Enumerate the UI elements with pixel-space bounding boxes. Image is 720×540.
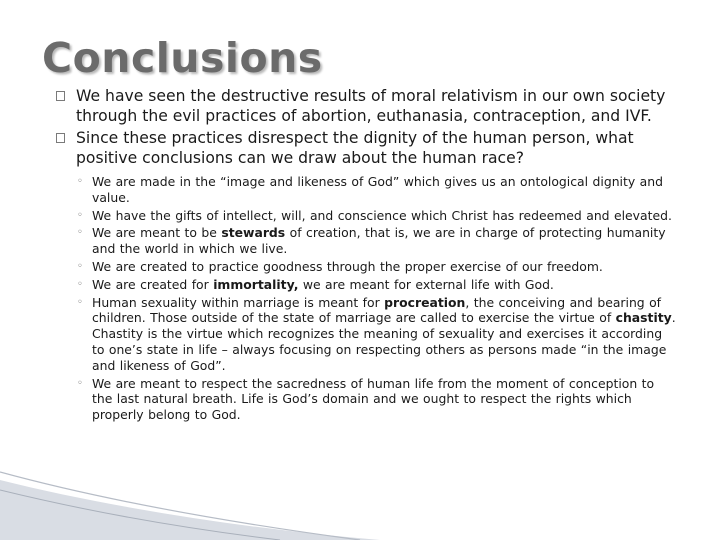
square-bullet-icon <box>56 133 65 143</box>
sub-bullet-text: we are meant for external life with God. <box>298 276 554 292</box>
bullet-text: We have seen the destructive results of moral relativism in our own society through the evil practices of abortion, euthanasia, contraception, and IVF. <box>76 87 666 125</box>
square-bullet-icon <box>56 91 65 101</box>
emphasis-procreation: procreation <box>384 294 466 310</box>
sub-bullet-item <box>76 259 676 275</box>
sub-bullet-text: We are meant to respect the sacredness of human life from the moment of conception to the last natural breath. Life is God’s domain and we ought to respect the rights which properly belong to God. <box>92 375 655 423</box>
sub-bullet-item <box>76 376 676 423</box>
emphasis-immortality: immortality, <box>213 276 299 292</box>
sub-bullet-text: We have the gifts of intellect, will, and conscience which Christ has redeemed and elevated. <box>92 207 672 223</box>
bullet-item <box>56 128 676 168</box>
emphasis-chastity: chastity <box>615 310 672 326</box>
circle-bullet-icon: ◦ <box>77 278 83 290</box>
sub-bullet-text: We are made in the “image and likeness of God” which gives us an ontological dignity and value. <box>92 174 663 205</box>
sub-bullet-list <box>56 174 676 423</box>
circle-bullet-icon: ◦ <box>77 176 83 187</box>
circle-bullet-icon: ◦ <box>77 227 83 239</box>
sub-bullet-item <box>76 174 676 206</box>
sub-bullet-text: We are created to practice goodness through the proper exercise of our freedom. <box>92 258 603 274</box>
decorative-wave <box>0 450 720 540</box>
bullet-text: Since these practices disrespect the dignity of the human person, what positive conclusions can we draw about the human race? <box>76 129 634 167</box>
sub-bullet-item <box>76 295 676 374</box>
sub-bullet-text: We are created for <box>92 276 214 292</box>
sub-bullet-item <box>76 208 676 224</box>
circle-bullet-icon: ◦ <box>77 377 83 389</box>
emphasis-stewards: stewards <box>221 225 286 241</box>
circle-bullet-icon: ◦ <box>77 209 83 221</box>
page-title: Conclusions <box>42 34 323 82</box>
circle-bullet-icon: ◦ <box>77 260 83 272</box>
sub-bullet-text: of creation, that is, we are in charge of protecting humanity and the world in which we live. <box>92 225 666 257</box>
slide-body <box>56 86 676 425</box>
circle-bullet-icon: ◦ <box>77 296 83 308</box>
sub-bullet-item <box>76 225 676 257</box>
sub-bullet-text: , the conceiving and bearing of children. Those outside of the state of marriage are called to exercise the virtue of <box>92 294 662 326</box>
sub-bullet-text: Human sexuality within marriage is meant for <box>92 294 385 310</box>
bullet-item <box>56 86 676 126</box>
sub-bullet-item <box>76 277 676 293</box>
sub-bullet-text: . Chastity is the virtue which recognizes the meaning of sexuality and exercises it according to one’s state in life – always focusing on respecting others as persons made “in the image and likeness of God”. <box>92 310 676 373</box>
sub-bullet-text: We are meant to be <box>92 225 222 241</box>
